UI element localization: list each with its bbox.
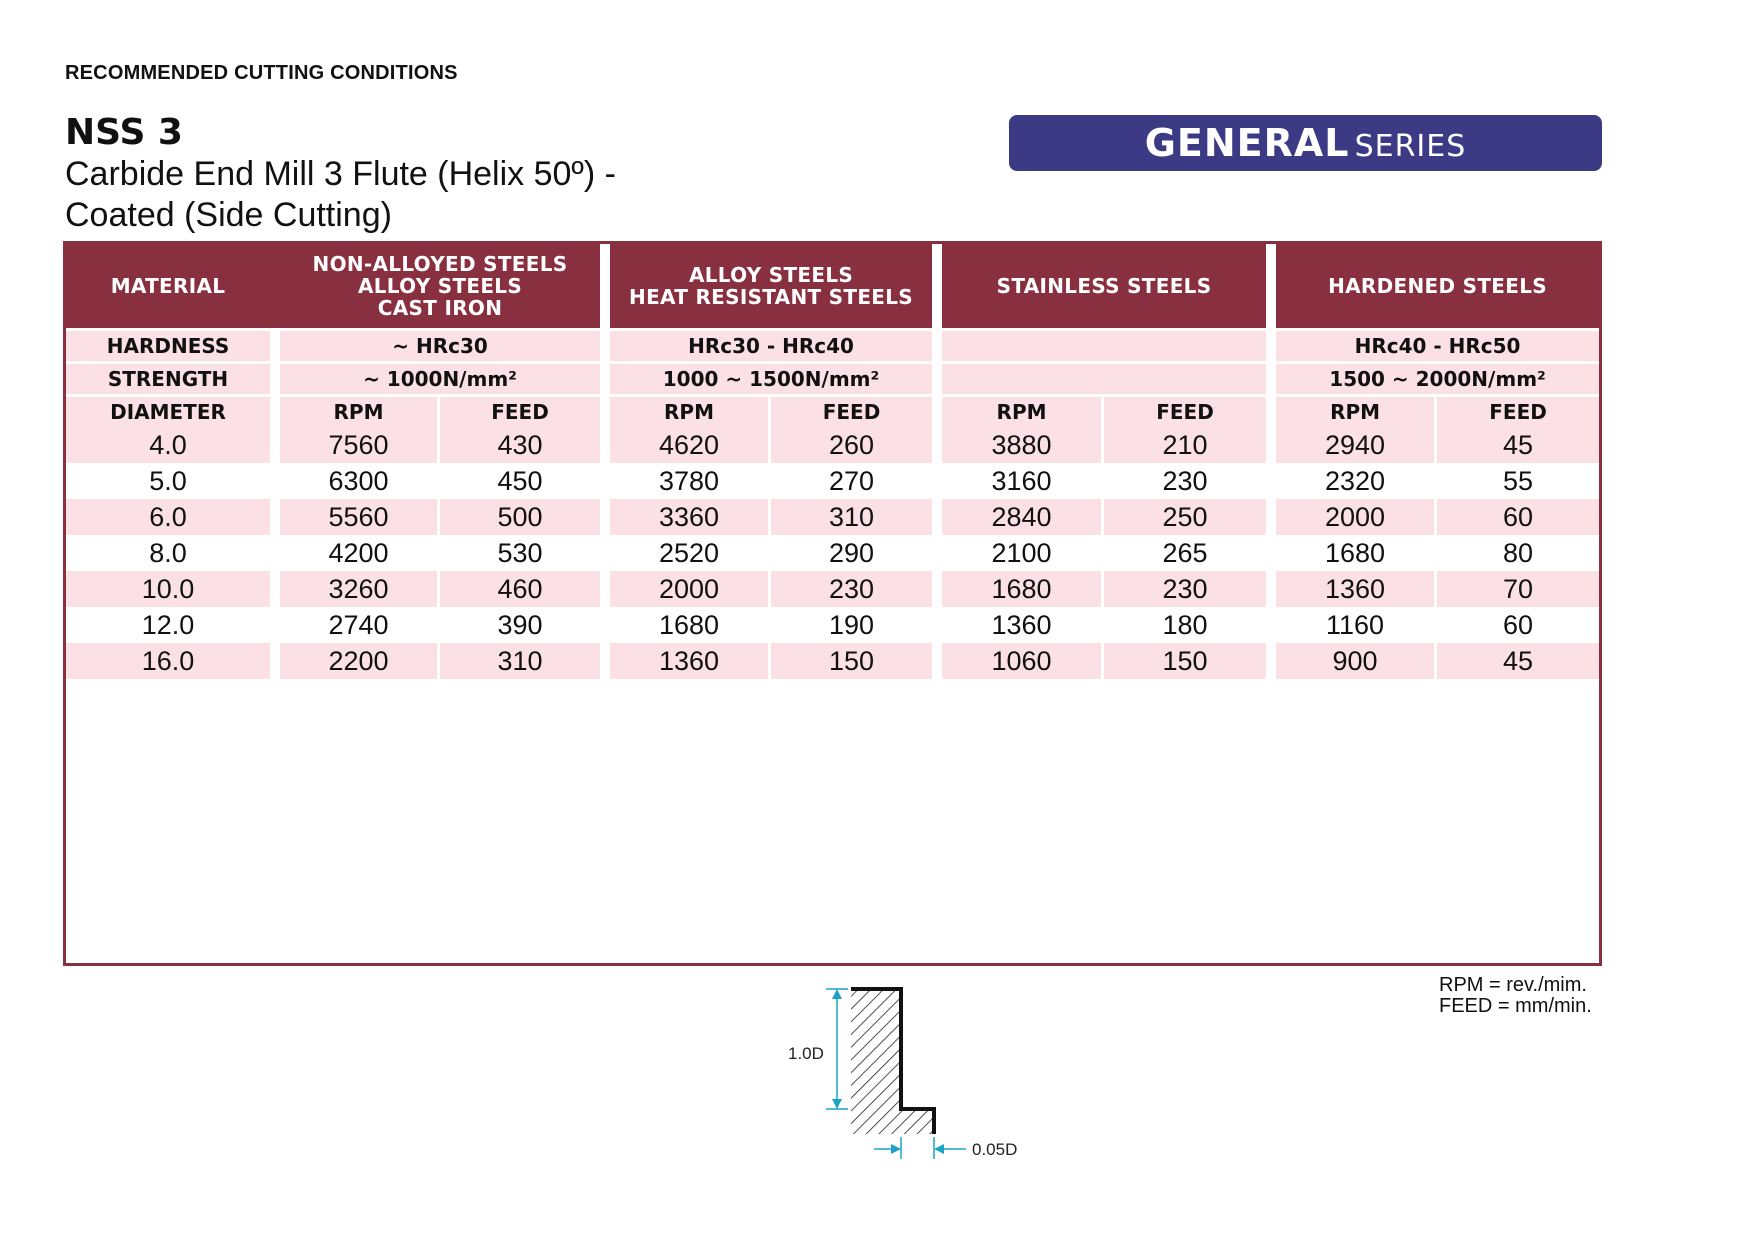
depth-label: 1.0D [788,1044,824,1063]
feed-cell: 190 [771,607,932,643]
series-badge-light: SERIES [1354,129,1467,164]
hardness-row [66,331,1599,361]
feed-cell: 390 [440,607,600,643]
hardness-value [942,331,1266,361]
column-label-row [66,397,1599,427]
rpm-cell: 6300 [280,463,440,499]
material-header-row [66,244,1599,328]
feed-cell: 290 [771,535,932,571]
rpm-cell: 1060 [942,643,1104,679]
feed-unit-note: FEED = mm/min. [1439,995,1592,1017]
series-badge [1009,115,1602,171]
rpm-cell: 1360 [1276,571,1437,607]
feed-cell: 150 [1104,643,1266,679]
rpm-cell: 1160 [1276,607,1437,643]
rpm-cell: 4200 [280,535,440,571]
rpm-cell: 2840 [942,499,1104,535]
feed-cell: 60 [1437,607,1599,643]
feed-label: FEED [771,397,932,427]
feed-cell: 80 [1437,535,1599,571]
units-note [1439,975,1592,1017]
rpm-cell: 3160 [942,463,1104,499]
rpm-cell: 3360 [610,499,771,535]
group-2-line-1: ALLOY STEELS [688,263,854,287]
series-badge-bold: GENERAL [1144,121,1350,165]
page-supertitle: RECOMMENDED CUTTING CONDITIONS [65,62,458,84]
width-label: 0.05D [972,1140,1018,1159]
rpm-cell: 1360 [942,607,1104,643]
feed-cell: 230 [771,571,932,607]
feed-cell: 460 [440,571,600,607]
rpm-cell: 3880 [942,427,1104,463]
diameter-cell: 10.0 [66,571,270,607]
diameter-cell: 4.0 [66,427,270,463]
rpm-cell: 2520 [610,535,771,571]
feed-cell: 450 [440,463,600,499]
feed-cell: 265 [1104,535,1266,571]
rpm-cell: 900 [1276,643,1437,679]
table-row [66,427,1599,463]
feed-cell: 150 [771,643,932,679]
cutting-conditions-table [66,244,1599,679]
strength-value: ~ 1000N/mm² [280,364,600,394]
group-1-line-2: ALLOY STEELS [357,274,523,298]
rpm-cell: 3260 [280,571,440,607]
feed-cell: 230 [1104,571,1266,607]
rpm-unit-note: RPM = rev./mim. [1439,974,1587,996]
rpm-cell: 1680 [610,607,771,643]
rpm-cell: 2200 [280,643,440,679]
feed-cell: 45 [1437,643,1599,679]
group-1-line-1: NON-ALLOYED STEELS [312,252,568,276]
rpm-cell: 2740 [280,607,440,643]
feed-cell: 530 [440,535,600,571]
feed-label: FEED [440,397,600,427]
material-header: MATERIAL [66,244,270,328]
table-row [66,571,1599,607]
group-header-non-alloyed [280,244,600,328]
feed-cell: 310 [440,643,600,679]
rpm-cell: 1680 [1276,535,1437,571]
rpm-label: RPM [280,397,440,427]
product-code: NSS 3 [65,112,183,153]
rpm-label: RPM [1276,397,1437,427]
strength-label: STRENGTH [66,364,270,394]
subtitle-line-1: Carbide End Mill 3 Flute (Helix 50º) - [65,155,616,193]
rpm-label: RPM [610,397,771,427]
diameter-cell: 12.0 [66,607,270,643]
hardness-label: HARDNESS [66,331,270,361]
rpm-cell: 2940 [1276,427,1437,463]
feed-cell: 230 [1104,463,1266,499]
rpm-label: RPM [942,397,1104,427]
feed-cell: 70 [1437,571,1599,607]
workpiece-hatch [851,989,934,1134]
rpm-cell: 2100 [942,535,1104,571]
group-header-alloy [610,244,932,328]
feed-cell: 45 [1437,427,1599,463]
group-1-line-3: CAST IRON [377,296,503,320]
group-2-line-2: HEAT RESISTANT STEELS [629,285,914,309]
table-row [66,643,1599,679]
feed-cell: 500 [440,499,600,535]
strength-row [66,364,1599,394]
feed-cell: 260 [771,427,932,463]
feed-cell: 310 [771,499,932,535]
hardness-value: HRc40 - HRc50 [1276,331,1599,361]
subtitle-line-2: Coated (Side Cutting) [65,196,392,234]
group-header-stainless [942,244,1266,328]
diameter-cell: 8.0 [66,535,270,571]
product-subtitle [65,154,785,236]
table-row [66,535,1599,571]
feed-cell: 180 [1104,607,1266,643]
diameter-cell: 16.0 [66,643,270,679]
diameter-cell: 5.0 [66,463,270,499]
rpm-cell: 1680 [942,571,1104,607]
feed-cell: 270 [771,463,932,499]
strength-value: 1500 ~ 2000N/mm² [1276,364,1599,394]
feed-cell: 60 [1437,499,1599,535]
rpm-cell: 2320 [1276,463,1437,499]
feed-label: FEED [1437,397,1599,427]
group-header-hardened [1276,244,1599,328]
strength-value: 1000 ~ 1500N/mm² [610,364,932,394]
rpm-cell: 2000 [610,571,771,607]
table-row [66,463,1599,499]
rpm-cell: 1360 [610,643,771,679]
diameter-label: DIAMETER [66,397,270,427]
side-cutting-diagram [766,979,1046,1169]
rpm-cell: 2000 [1276,499,1437,535]
feed-cell: 210 [1104,427,1266,463]
feed-label: FEED [1104,397,1266,427]
hardness-value: ~ HRc30 [280,331,600,361]
strength-value [942,364,1266,394]
table-row [66,499,1599,535]
table-row [66,607,1599,643]
feed-cell: 250 [1104,499,1266,535]
rpm-cell: 5560 [280,499,440,535]
diameter-cell: 6.0 [66,499,270,535]
feed-cell: 55 [1437,463,1599,499]
rpm-cell: 7560 [280,427,440,463]
group-3-line-1: STAINLESS STEELS [996,274,1212,298]
hardness-value: HRc30 - HRc40 [610,331,932,361]
rpm-cell: 4620 [610,427,771,463]
group-4-line-1: HARDENED STEELS [1328,274,1547,298]
rpm-cell: 3780 [610,463,771,499]
feed-cell: 430 [440,427,600,463]
